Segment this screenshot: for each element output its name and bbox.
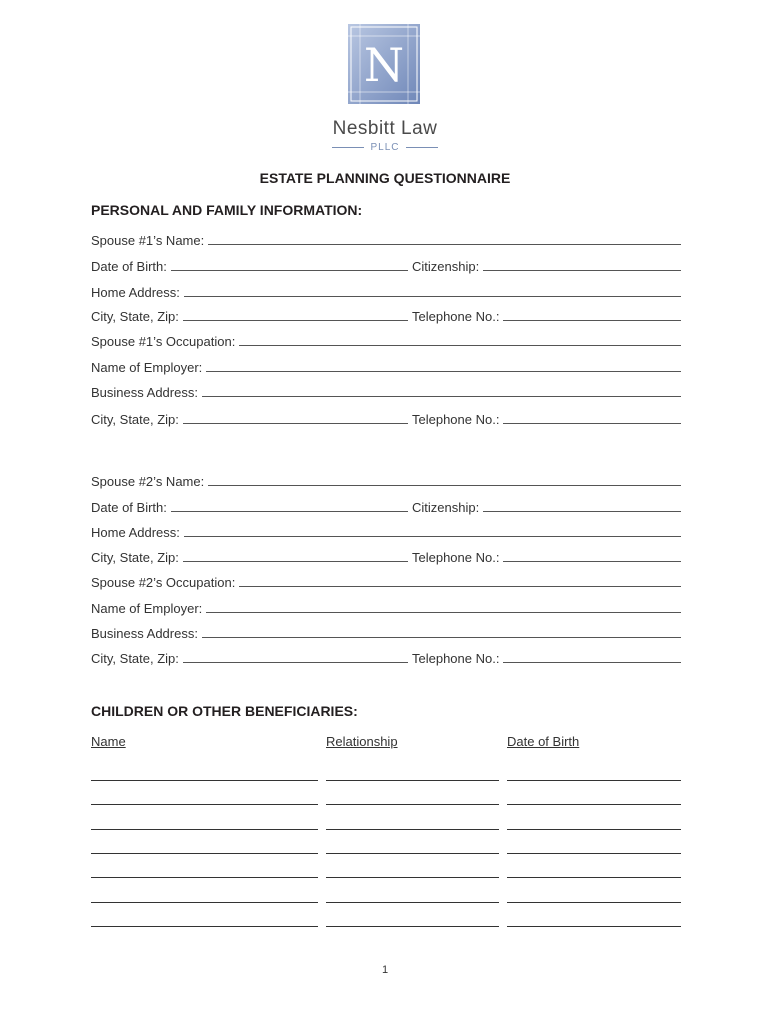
firm-name: Nesbitt Law — [332, 118, 438, 139]
spouse2-name-field[interactable] — [208, 484, 681, 486]
spouse2-home-address-label: Home Address: — [91, 525, 180, 540]
spouse2-home-address-field[interactable] — [184, 535, 681, 537]
page-number: 1 — [381, 964, 389, 976]
spouse1-home-address-field[interactable] — [184, 295, 681, 297]
spouse2-employer-label: Name of Employer: — [91, 601, 203, 616]
beneficiary-date-of-birth-field[interactable] — [507, 804, 681, 805]
spouse1-business-phone-field[interactable] — [503, 422, 681, 424]
firm-suffix — [0, 142, 770, 153]
spouse1-city-field[interactable] — [183, 319, 408, 321]
spouse2-city-field[interactable] — [183, 560, 408, 562]
spouse2-business-city-row — [91, 648, 681, 666]
spouse2-business-address-field[interactable] — [202, 636, 681, 638]
spouse1-city-row — [91, 306, 681, 324]
beneficiary-date-of-birth-field[interactable] — [507, 926, 681, 927]
spouse2-business-address-row — [91, 623, 681, 641]
beneficiary-relationship-field[interactable] — [326, 829, 499, 830]
spouse2-occupation-field[interactable] — [239, 585, 681, 587]
spouse2-business-phone-field[interactable] — [503, 661, 681, 663]
beneficiary-name-field[interactable] — [91, 877, 318, 878]
spouse1-occupation-label: Spouse #1’s Occupation: — [91, 334, 236, 349]
spouse1-phone-field[interactable] — [503, 319, 681, 321]
spouse1-name-field[interactable] — [208, 243, 681, 245]
spouse1-business-phone-label: Telephone No.: — [412, 412, 500, 427]
spouse1-home-address-label: Home Address: — [91, 285, 180, 300]
beneficiary-relationship-field[interactable] — [326, 804, 499, 805]
spouse1-employer-field[interactable] — [206, 370, 681, 372]
spouse1-employer-row — [91, 357, 681, 375]
spouse1-business-address-row — [91, 382, 681, 400]
spouse2-business-phone-label: Telephone No.: — [412, 651, 500, 666]
beneficiary-date-of-birth-field[interactable] — [507, 877, 681, 878]
spouse2-home-address-row — [91, 522, 681, 540]
spouse2-dob-row — [91, 497, 681, 515]
spouse2-occupation-row — [91, 572, 681, 590]
spouse2-business-city-label: City, State, Zip: — [91, 651, 179, 666]
spouse2-city-label: City, State, Zip: — [91, 550, 179, 565]
spouse1-citizenship-label: Citizenship: — [412, 259, 480, 274]
beneficiary-name-field[interactable] — [91, 853, 318, 854]
spouse2-business-address-label: Business Address: — [91, 626, 198, 641]
spouse2-name-label: Spouse #2’s Name: — [91, 474, 205, 489]
beneficiary-name-field[interactable] — [91, 780, 318, 781]
beneficiary-relationship-field[interactable] — [326, 780, 499, 781]
spouse2-city-row — [91, 547, 681, 565]
beneficiary-name-field[interactable] — [91, 902, 318, 903]
beneficiary-date-of-birth-field[interactable] — [507, 902, 681, 903]
spouse2-business-city-field[interactable] — [183, 661, 408, 663]
spouse1-name-label: Spouse #1’s Name: — [91, 233, 205, 248]
spouse2-dob-field[interactable] — [171, 510, 408, 512]
spouse1-business-address-field[interactable] — [202, 395, 681, 397]
beneficiary-relationship-field[interactable] — [326, 926, 499, 927]
spouse1-city-label: City, State, Zip: — [91, 309, 179, 324]
beneficiary-relationship-field[interactable] — [326, 853, 499, 854]
spouse1-business-city-field[interactable] — [183, 422, 408, 424]
spouse2-citizenship-field[interactable] — [483, 510, 681, 512]
beneficiary-relationship-field[interactable] — [326, 902, 499, 903]
spouse2-name-row — [91, 471, 681, 489]
spouse1-business-city-label: City, State, Zip: — [91, 412, 179, 427]
spouse2-phone-field[interactable] — [503, 560, 681, 562]
spouse1-occupation-field[interactable] — [239, 344, 681, 346]
beneficiary-date-of-birth-field[interactable] — [507, 829, 681, 830]
spouse2-dob-label: Date of Birth: — [91, 500, 167, 515]
firm-logo — [348, 24, 420, 104]
spouse1-dob-row — [91, 256, 681, 274]
beneficiary-name-field[interactable] — [91, 804, 318, 805]
column-header-name: Name — [91, 734, 126, 749]
spouse2-employer-row — [91, 598, 681, 616]
spouse1-home-address-row — [91, 282, 681, 300]
spouse1-dob-field[interactable] — [171, 269, 408, 271]
spouse1-dob-label: Date of Birth: — [91, 259, 167, 274]
spouse2-phone-label: Telephone No.: — [412, 550, 500, 565]
spouse1-employer-label: Name of Employer: — [91, 360, 203, 375]
personal-section-heading: PERSONAL AND FAMILY INFORMATION: — [91, 202, 363, 218]
beneficiary-relationship-field[interactable] — [326, 877, 499, 878]
logo-letter: N — [363, 38, 405, 92]
spouse2-employer-field[interactable] — [206, 611, 681, 613]
children-section-heading: CHILDREN OR OTHER BENEFICIARIES: — [91, 703, 358, 719]
document-title: ESTATE PLANNING QUESTIONNAIRE — [259, 170, 511, 186]
spouse2-occupation-label: Spouse #2’s Occupation: — [91, 575, 236, 590]
column-header-relationship: Relationship — [326, 734, 398, 749]
beneficiary-date-of-birth-field[interactable] — [507, 853, 681, 854]
spouse1-phone-label: Telephone No.: — [412, 309, 500, 324]
firm-suffix-text: PLLC — [370, 142, 400, 153]
spouse1-citizenship-field[interactable] — [483, 269, 681, 271]
spouse1-business-city-row — [91, 409, 681, 427]
beneficiary-date-of-birth-field[interactable] — [507, 780, 681, 781]
spouse1-name-row — [91, 230, 681, 248]
beneficiary-name-field[interactable] — [91, 829, 318, 830]
spouse2-citizenship-label: Citizenship: — [412, 500, 480, 515]
column-header-date-of-birth: Date of Birth — [507, 734, 580, 749]
spouse1-occupation-row — [91, 331, 681, 349]
spouse1-business-address-label: Business Address: — [91, 385, 198, 400]
beneficiary-name-field[interactable] — [91, 926, 318, 927]
